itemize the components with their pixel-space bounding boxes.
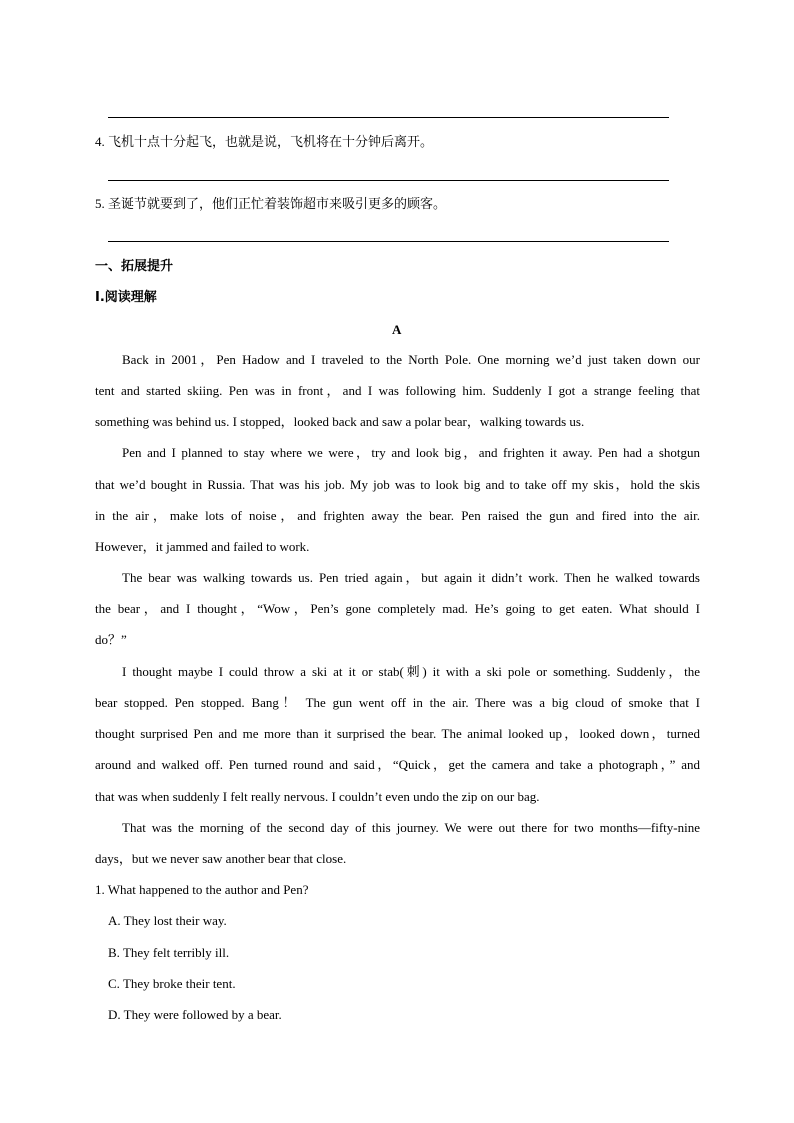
passage-line: around and walked off. Pen turned round and said，“Quick，get the camera and take a photograph，” and xyxy=(95,757,700,772)
answer-line xyxy=(108,180,669,181)
option-letter: C. xyxy=(108,976,120,991)
option-letter: A. xyxy=(108,913,121,928)
option-c xyxy=(108,975,236,993)
item-number: 5. xyxy=(95,196,105,211)
question-number: 1. xyxy=(95,882,105,897)
option-text: They felt terribly ill. xyxy=(122,945,230,960)
passage-line: bear stopped. Pen stopped. Bang！ The gun went off in the air. There was a big cloud of smoke that I xyxy=(95,695,700,710)
passage-line: that we’d bought in Russia. That was his job. My job was to look big and to take off my skis，hold the skis xyxy=(95,477,700,492)
answer-line xyxy=(108,241,669,242)
option-letter: B. xyxy=(108,945,120,960)
option-a xyxy=(108,912,227,930)
option-text: They were followed by a bear. xyxy=(123,1007,282,1022)
item-text: 飞机十点十分起飞，也就是说，飞机将在十分钟后离开。 xyxy=(108,135,434,150)
translation-item xyxy=(95,133,433,152)
passage-line: The bear was walking towards us. Pen tried again，but again it didn’t work. Then he walked towards xyxy=(122,570,700,585)
option-text: They broke their tent. xyxy=(122,976,236,991)
passage-line: Pen and I planned to stay where we were，try and look big，and frighten it away. Pen had a shotgun xyxy=(122,445,700,460)
section-heading: 一、拓展提升 xyxy=(95,259,174,274)
question-text: What happened to the author and Pen? xyxy=(107,882,309,897)
answer-line xyxy=(108,117,669,118)
translation-item xyxy=(95,195,446,214)
option-letter: D. xyxy=(108,1007,121,1022)
option-d xyxy=(108,1006,282,1024)
passage-title: A xyxy=(392,322,402,337)
passage-line: I thought maybe I could throw a ski at it or stab(刺) it with a ski pole or something. Suddenly，the xyxy=(122,664,700,679)
option-b xyxy=(108,944,229,962)
passage-line: tent and started skiing. Pen was in front，and I was following him. Suddenly I got a strange feeling that xyxy=(95,383,700,398)
passage-line: that was when suddenly I felt really nervous. I couldn’t even undo the zip on our bag. xyxy=(95,789,540,804)
passage-line: do？” xyxy=(95,632,127,647)
passage-line: thought surprised Pen and me more than it surprised the bear. The animal looked up，looked down，turned xyxy=(95,726,700,741)
passage-line: the bear，and I thought，“Wow，Pen’s gone completely mad. He’s going to get eaten. What should I xyxy=(95,601,700,616)
question-stem xyxy=(95,881,308,899)
item-text: 圣诞节就要到了，他们正忙着装饰超市来吸引更多的顾客。 xyxy=(108,197,447,212)
passage-line: something was behind us. I stopped，looked back and saw a polar bear，walking towards us. xyxy=(95,414,585,429)
passage-line: Back in 2001，Pen Hadow and I traveled to the North Pole. One morning we’d just taken down our xyxy=(122,352,700,367)
subsection-heading: I.阅读理解 xyxy=(95,290,157,305)
item-number: 4. xyxy=(95,134,105,149)
passage-line: days，but we never saw another bear that close. xyxy=(95,851,347,866)
passage-line: in the air，make lots of noise，and frighten away the bear. Pen raised the gun and fired into the air. xyxy=(95,508,700,523)
passage-line: That was the morning of the second day of this journey. We were out there for two months—fifty-nine xyxy=(122,820,700,835)
passage-line: However，it jammed and failed to work. xyxy=(95,539,310,554)
option-text: They lost their way. xyxy=(123,913,227,928)
